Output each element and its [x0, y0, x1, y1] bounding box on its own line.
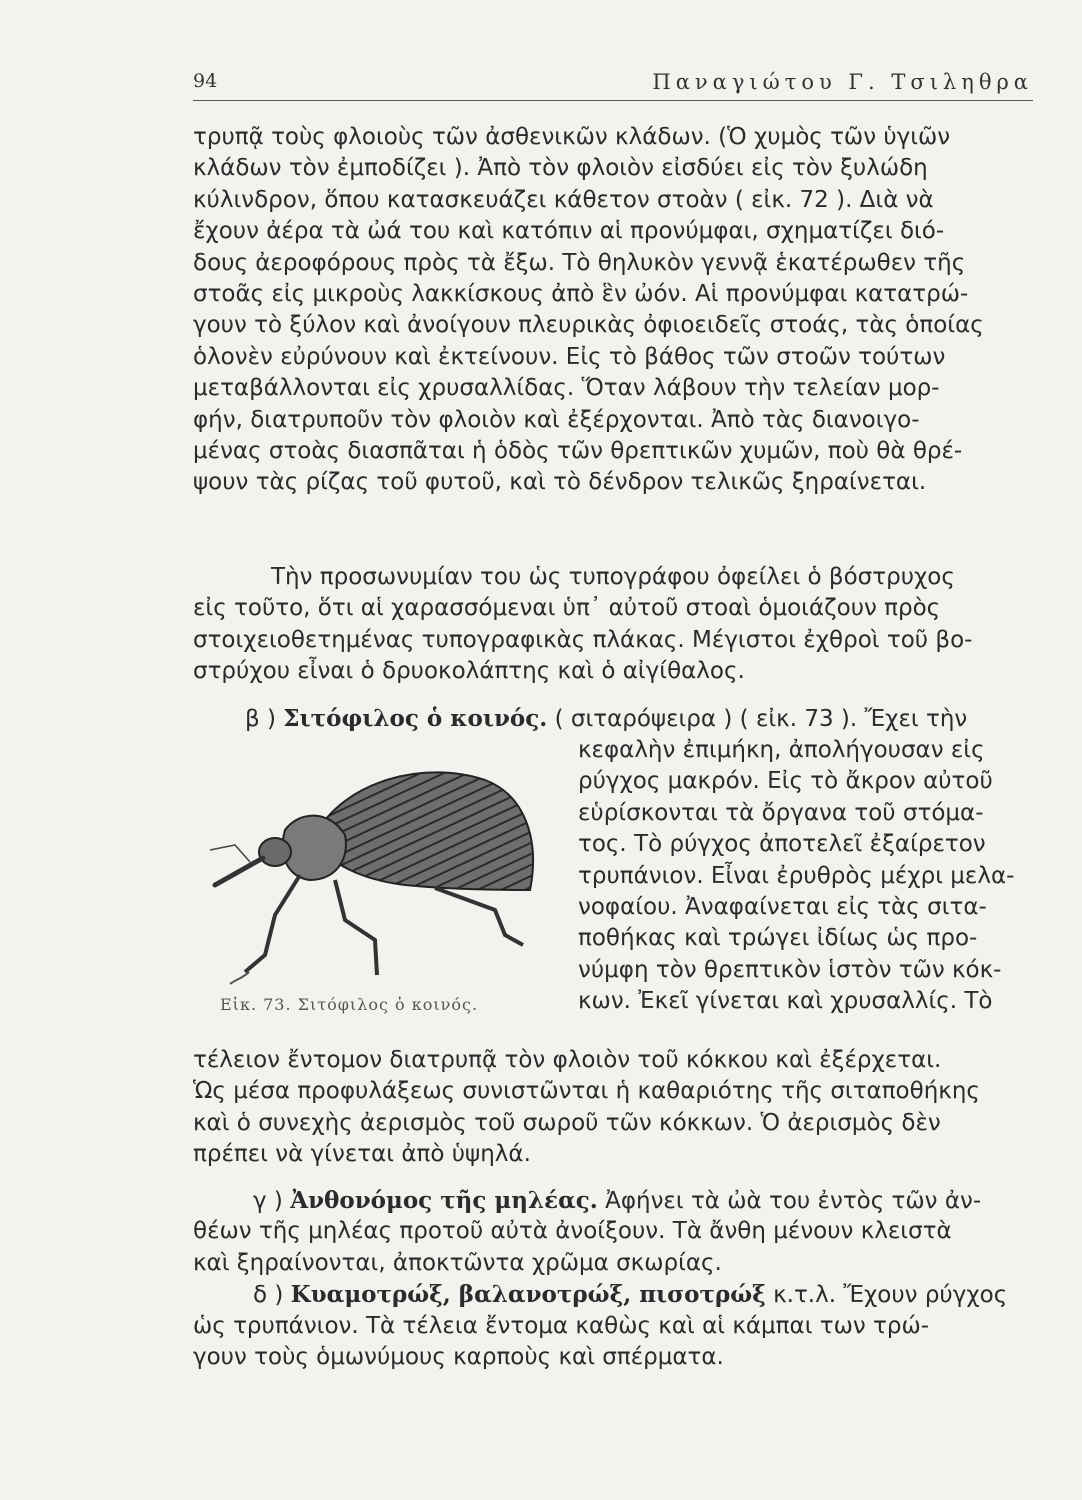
- text-line: καὶ ὁ συνεχὴς ἀερισμὸς τοῦ σωροῦ τῶν κόκκων. Ὁ ἀερισμὸς δὲν: [193, 1109, 941, 1136]
- species-name: Σιτόφιλος ὁ κοινός.: [283, 705, 548, 732]
- wrapped-text-beside-figure: [578, 735, 1033, 1018]
- text-line: κύλινδρον, ὅπου κατασκευάζει κάθετον στοὰν ( εἰκ. 72 ). Διὰ νὰ: [193, 186, 934, 213]
- text-line: στοιχειοθετημένας τυπογραφικὰς πλάκας. Μέγιστοι ἐχθροὶ τοῦ βο-: [193, 626, 973, 653]
- text-line: στρύχου εἶναι ὁ δρυοκολάπτης καὶ ὁ αἰγίθαλος.: [193, 658, 745, 685]
- text-line: Ὡς μέσα προφυλάξεως συνιστῶνται ἡ καθαριότης τῆς σιταποθήκης: [193, 1078, 980, 1105]
- section-marker: γ ): [253, 1188, 283, 1214]
- text-line: εὑρίσκονται τὰ ὄργανα τοῦ στόμα-: [578, 799, 984, 826]
- heading-rest: Ἀφήνει τὰ ὠὰ του ἐντὸς τῶν ἀν-: [605, 1188, 982, 1214]
- running-head: Παναγιώτου Γ. Τσιληθρα: [652, 70, 1033, 94]
- text-line: δους ἀεροφόρους πρὸς τὰ ἔξω. Τὸ θηλυκὸν γεννᾷ ἑκατέρωθεν τῆς: [193, 249, 966, 276]
- text-line: ψουν τὰς ρίζας τοῦ φυτοῦ, καὶ τὸ δένδρον τελικῶς ξηραίνεται.: [193, 469, 927, 496]
- section-marker: δ ): [253, 1282, 284, 1309]
- paragraph-bostrychus-continued: [193, 122, 1033, 499]
- text-line: ἔχουν ἀέρα τὰ ὠά του καὶ κατόπιν αἱ προνύμφαι, σχηματίζει διό-: [193, 218, 945, 245]
- delta-heading-line: [193, 1279, 1033, 1310]
- species-name: Ἀνθονόμος τῆς μηλέας.: [290, 1187, 598, 1214]
- page-number: 94: [193, 70, 218, 92]
- gamma-heading-line: [193, 1185, 1033, 1216]
- text-line: τρυπάνιον. Εἶναι ἐρυθρὸς μέχρι μελα-: [578, 862, 1015, 889]
- text-line: κεφαλὴν ἐπιμήκη, ἀπολήγουσαν εἰς: [578, 737, 985, 763]
- sections-gamma-delta: [193, 1185, 1033, 1373]
- text-line: τρυπᾷ τοὺς φλοιοὺς τῶν ἀσθενικῶν κλάδων. (Ὁ χυμὸς τῶν ὑγιῶν: [193, 124, 951, 150]
- text-line: Τὴν προσωνυμίαν του ὡς τυπογράφου ὀφείλει ὁ βόστρυχος: [271, 564, 955, 590]
- text-line: μεταβάλλονται εἰς χρυσαλλίδας. Ὅταν λάβουν τὴν τελείαν μορ-: [193, 375, 940, 402]
- paragraph-prevention: [193, 1045, 1033, 1171]
- text-line: μένας στοὰς διασπᾶται ἡ ὁδὸς τῶν θρεπτικῶν χυμῶν, ποὺ θὰ θρέ-: [193, 437, 963, 464]
- text-line: τέλειον ἔντομον διατρυπᾷ τὸν φλοιὸν τοῦ κόκκου καὶ ἐξέρχεται.: [193, 1047, 942, 1073]
- species-name: Κυαμοτρώξ, βαλανοτρώξ, πισοτρώξ: [290, 1281, 766, 1309]
- text-line: φήν, διατρυποῦν τὸν φλοιὸν καὶ ἐξέρχονται. Ἀπὸ τὰς διανοιγο-: [193, 406, 920, 433]
- text-line: γουν τοὺς ὁμωνύμους καρποὺς καὶ σπέρματα.: [193, 1343, 724, 1370]
- text-line: ρύγχος μακρόν. Εἰς τὸ ἄκρον αὐτοῦ: [578, 768, 993, 795]
- section-beta-heading: [193, 703, 1033, 734]
- text-line: εἰς τοῦτο, ὅτι αἱ χαρασσόμεναι ὑπ᾽ αὐτοῦ στοαὶ ὁμοιάζουν πρὸς: [193, 595, 941, 622]
- text-line: στοᾶς εἰς μικροὺς λακκίσκους ἀπὸ ἓν ὠόν. Αἱ προνύμφαι κατατρώ-: [193, 280, 969, 307]
- text-line: ὡς τρυπάνιον. Τὰ τέλεια ἔντομα καθὼς καὶ αἱ κάμπαι των τρώ-: [193, 1312, 930, 1339]
- figure-caption: Εἰκ. 73. Σιτόφιλος ὁ κοινός.: [220, 995, 479, 1014]
- text-line: ὁλονὲν εὐρύνουν καὶ ἐκτείνουν. Εἰς τὸ βάθος τῶν στοῶν τούτων: [193, 343, 946, 370]
- text-line: κλάδων τὸν ἐμποδίζει ). Ἀπὸ τὸν φλοιὸν εἰσδύει εἰς τὸν ξυλώδη: [193, 155, 928, 182]
- weevil-illustration-icon: [205, 740, 575, 990]
- text-line: πρέπει νὰ γίνεται ἀπὸ ὑψηλά.: [193, 1141, 531, 1168]
- heading-rest: κ.τ.λ. Ἔχουν ρύγχος: [773, 1282, 1008, 1309]
- heading-rest: ( σιταρόψειρα ) ( εἰκ. 73 ). Ἔχει τὴν: [554, 706, 968, 732]
- text-line: νοφαίου. Ἀναφαίνεται εἰς τὰς σιτα-: [578, 893, 987, 920]
- text-line: θέων τῆς μηλέας προτοῦ αὐτὰ ἀνοίξουν. Τὰ ἄνθη μένουν κλειστὰ: [193, 1218, 952, 1245]
- text-line: γουν τὸ ξύλον καὶ ἀνοίγουν πλευρικὰς ὀφιοειδεῖς στοάς, τὰς ὁποίας: [193, 312, 984, 339]
- page-header: [193, 70, 1033, 101]
- paragraph-typographer-name: [193, 562, 1033, 688]
- text-line: τος. Τὸ ρύγχος ἀποτελεῖ ἐξαίρετον: [578, 831, 986, 858]
- text-line: καὶ ξηραίνονται, ἀποκτῶντα χρῶμα σκωρίας.: [193, 1249, 722, 1276]
- text-line: κων. Ἐκεῖ γίνεται καὶ χρυσαλλίς. Τὸ: [578, 988, 993, 1015]
- heading-line: [193, 703, 1033, 734]
- text-line: ποθήκας καὶ τρώγει ἰδίως ὡς προ-: [578, 925, 978, 952]
- text-line: νύμφη τὸν θρεπτικὸν ἱστὸν τῶν κόκ-: [578, 956, 1002, 983]
- section-marker: β ): [245, 706, 276, 732]
